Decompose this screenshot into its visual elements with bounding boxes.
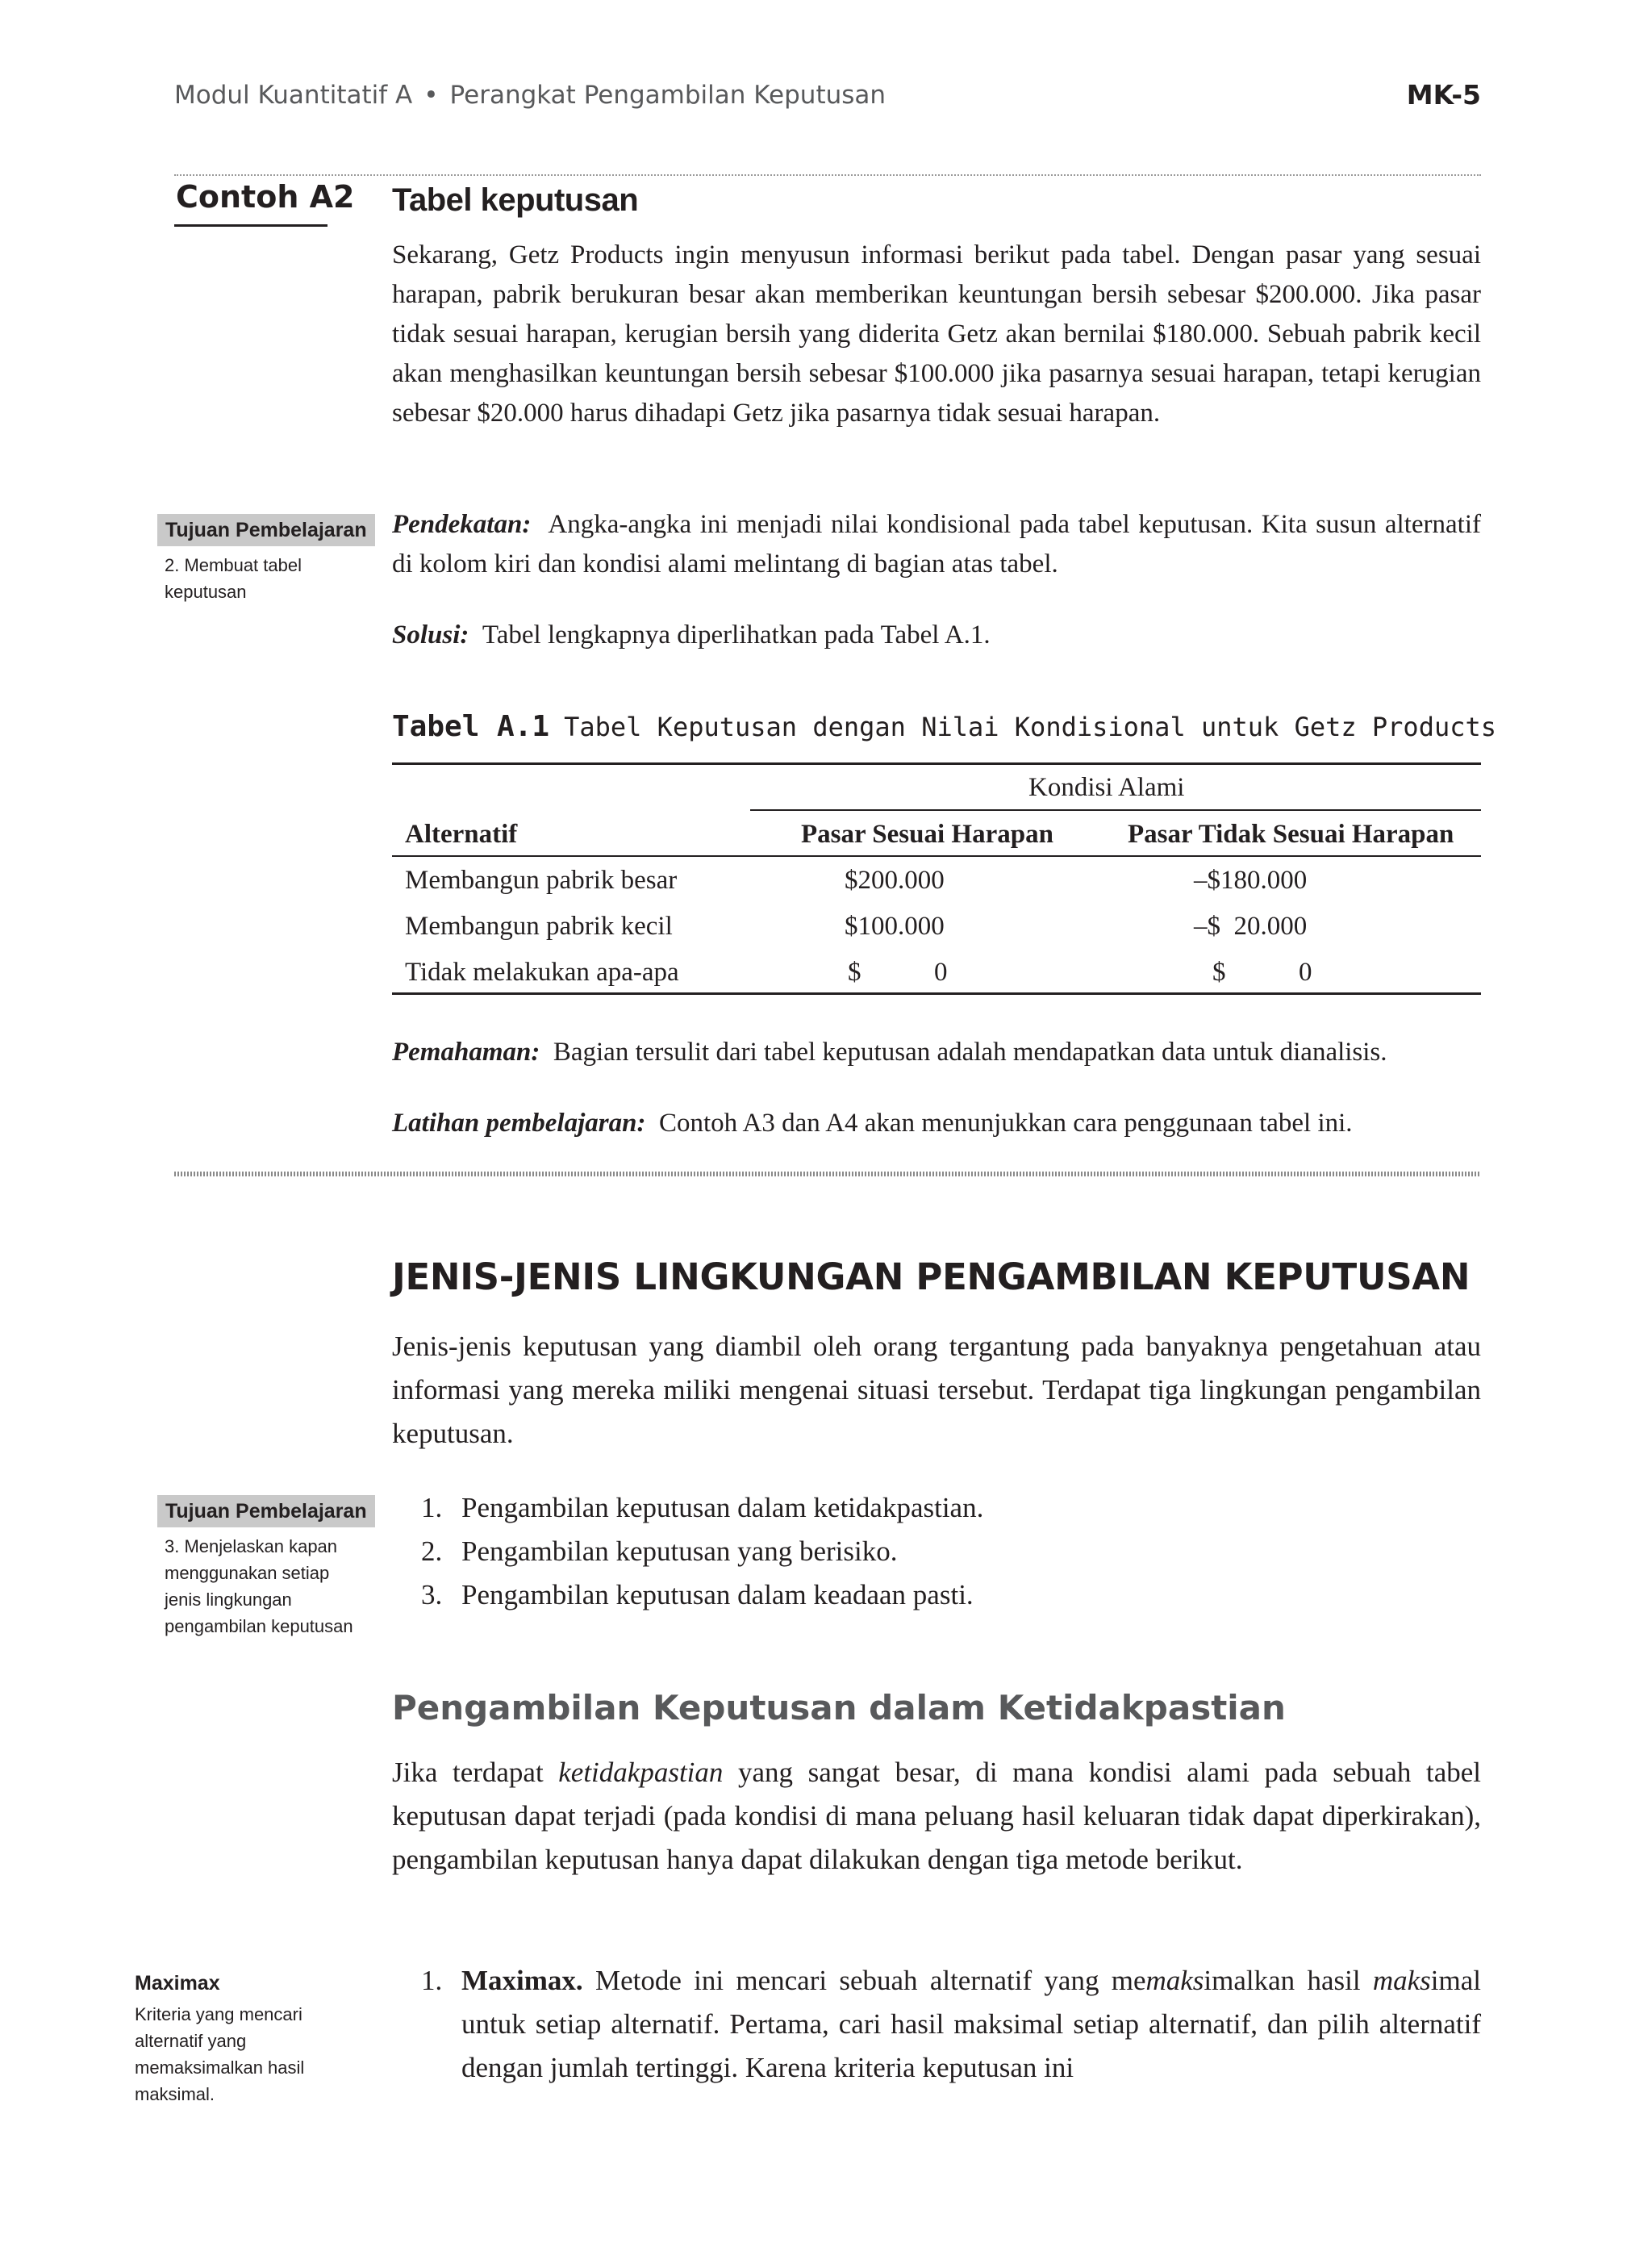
table-caption bbox=[392, 710, 1496, 743]
objective-text: 2. Membuat tabel keputusan bbox=[165, 555, 302, 602]
table-cell-fav-currency: $ bbox=[848, 958, 861, 987]
list-text: Pengambilan keputusan dalam ketidakpastian. bbox=[461, 1492, 984, 1523]
exercise-label: Latihan pembelajaran: bbox=[392, 1109, 646, 1138]
method-item bbox=[392, 1959, 1481, 2096]
table-cell-fav-value: 0 bbox=[934, 958, 948, 987]
table-cell-unfav: –$180.000 bbox=[1194, 866, 1308, 895]
table-header-rule bbox=[392, 855, 1481, 857]
intro-text: yang sangat besar, di mana kondisi alami pada sebuah tabel keputusan dapat terjadi (pada kondisi di mana peluang hasil keluaran tidak dapat diperkirakan), pengambilan keputusan hanya dapat dilakukan dengan tiga metode berikut. bbox=[392, 1757, 1481, 1875]
approach-text: Angka-angka ini menjadi nilai kondisional pada tabel keputusan. Kita susun alternatif di kolom kiri dan kondisi alami melintang di bagian atas tabel. bbox=[392, 510, 1481, 579]
objective-text: 3. Menjelaskan kapan menggunakan setiap jenis lingkungan pengambilan keputusan bbox=[165, 1536, 353, 1636]
table-cell-unfav-currency: $ bbox=[1212, 958, 1226, 987]
intro-emphasis: ketidakpastian bbox=[558, 1757, 724, 1788]
solution-text: Tabel lengkapnya diperlihatkan pada Tabel A.1. bbox=[482, 620, 991, 650]
list-item bbox=[392, 1573, 1481, 1617]
table-top-rule bbox=[392, 762, 1481, 765]
objective-heading: Tujuan Pembelajaran bbox=[157, 1495, 375, 1527]
method-emphasis: maks bbox=[1145, 1965, 1204, 1996]
module-name: Modul Kuantitatif A bbox=[174, 81, 413, 110]
table-cell-fav: $200.000 bbox=[845, 866, 945, 895]
table-header-unfavorable: Pasar Tidak Sesuai Harapan bbox=[1128, 820, 1454, 849]
example-label-underline bbox=[174, 224, 327, 227]
example-end-rule bbox=[174, 1172, 1481, 1176]
table-caption-number: Tabel A.1 bbox=[392, 710, 550, 743]
method-text-part: imalkan hasil bbox=[1204, 1965, 1373, 1996]
list-number: 1. bbox=[421, 1965, 443, 1996]
exercise-text: Contoh A3 dan A4 akan menunjukkan cara penggunaan tabel ini. bbox=[658, 1109, 1353, 1138]
example-label: Contoh A2 bbox=[176, 179, 355, 215]
table-cell-fav: $100.000 bbox=[845, 912, 945, 941]
subsection-intro bbox=[392, 1751, 1481, 1882]
table-group-rule bbox=[750, 809, 1481, 811]
list-text: Pengambilan keputusan yang berisiko. bbox=[461, 1535, 898, 1567]
table-header-favorable: Pasar Sesuai Harapan bbox=[801, 820, 1053, 849]
insight-label: Pemahaman: bbox=[392, 1038, 540, 1067]
list-number: 2. bbox=[421, 1535, 443, 1567]
insight-text: Bagian tersulit dari tabel keputusan adalah mendapatkan data untuk dianalisis. bbox=[553, 1038, 1387, 1067]
list-number: 3. bbox=[421, 1579, 443, 1610]
table-group-header: Kondisi Alami bbox=[1028, 773, 1185, 802]
chapter-name: Perangkat Pengambilan Keputusan bbox=[449, 81, 886, 110]
example-intro: Sekarang, Getz Products ingin menyusun informasi berikut pada tabel. Dengan pasar yang sesuai harapan, pabrik berukuran besar akan memberikan keuntungan bersih sebesar $200.000. Jika pasar tidak sesuai harapan, kerugian bersih yang diderita Getz akan bernilai $180.000. Sebuah pabrik kecil akan menghasilkan keuntungan bersih sebesar $100.000 jika pasarnya sesuai harapan, tetapi kerugian sebesar $20.000 harus dihadapi Getz jika pasarnya tidak sesuai harapan. bbox=[392, 240, 1481, 428]
approach-label: Pendekatan: bbox=[392, 510, 532, 539]
approach-paragraph bbox=[392, 505, 1481, 584]
header-divider bbox=[174, 174, 1481, 176]
exercise-paragraph bbox=[392, 1104, 1481, 1143]
list-item bbox=[392, 1486, 1481, 1530]
method-emphasis: maks bbox=[1372, 1965, 1431, 1996]
solution-paragraph bbox=[392, 616, 1481, 655]
table-cell-unfav: –$ 20.000 bbox=[1194, 912, 1308, 941]
table-cell-alt: Membangun pabrik besar bbox=[405, 866, 678, 895]
list-text: Pengambilan keputusan dalam keadaan pasti. bbox=[461, 1579, 974, 1610]
solution-label: Solusi: bbox=[392, 620, 469, 650]
running-header bbox=[174, 81, 886, 110]
maximax-margin-heading: Maximax bbox=[135, 1972, 220, 1995]
table-cell-unfav-value: 0 bbox=[1299, 958, 1312, 987]
method-text-part: imal untuk setiap alternatif. Pertama, cari hasil maksimal setiap alternatif, dan pilih alternatif dengan jumlah tertinggi. Karena kriteria keputusan ini bbox=[461, 1965, 1481, 2083]
table-bottom-rule bbox=[392, 992, 1481, 995]
method-text bbox=[461, 1959, 1481, 2090]
header-separator: • bbox=[423, 81, 439, 110]
table-cell-alt: Tidak melakukan apa-apa bbox=[405, 958, 679, 987]
insight-paragraph bbox=[392, 1033, 1481, 1072]
objective-heading: Tujuan Pembelajaran bbox=[157, 514, 375, 546]
method-name: Maximax. bbox=[461, 1965, 583, 1996]
section-title: JENIS-JENIS LINGKUNGAN PENGAMBILAN KEPUTUSAN bbox=[392, 1255, 1471, 1298]
section-intro: Jenis-jenis keputusan yang diambil oleh orang tergantung pada banyaknya pengetahuan atau informasi yang mereka miliki mengenai situasi tersebut. Terdapat tiga lingkungan pengambilan keputusan. bbox=[392, 1331, 1481, 1449]
example-title: Tabel keputusan bbox=[392, 182, 639, 218]
page-number: MK-5 bbox=[1406, 79, 1481, 111]
subsection-title: Pengambilan Keputusan dalam Ketidakpastian bbox=[392, 1688, 1286, 1727]
maximax-margin-definition: Kriteria yang mencari alternatif yang memaksimalkan hasil maksimal. bbox=[135, 2004, 305, 2104]
method-text-part: Metode ini mencari sebuah alternatif yang me bbox=[582, 1965, 1146, 1996]
list-number: 1. bbox=[421, 1492, 443, 1523]
list-item bbox=[392, 1530, 1481, 1573]
table-caption-text: Tabel Keputusan dengan Nilai Kondisional untuk Getz Products bbox=[564, 712, 1497, 742]
table-header-alternatif: Alternatif bbox=[405, 820, 518, 849]
intro-text: Jika terdapat bbox=[392, 1757, 559, 1788]
table-cell-alt: Membangun pabrik kecil bbox=[405, 912, 673, 941]
